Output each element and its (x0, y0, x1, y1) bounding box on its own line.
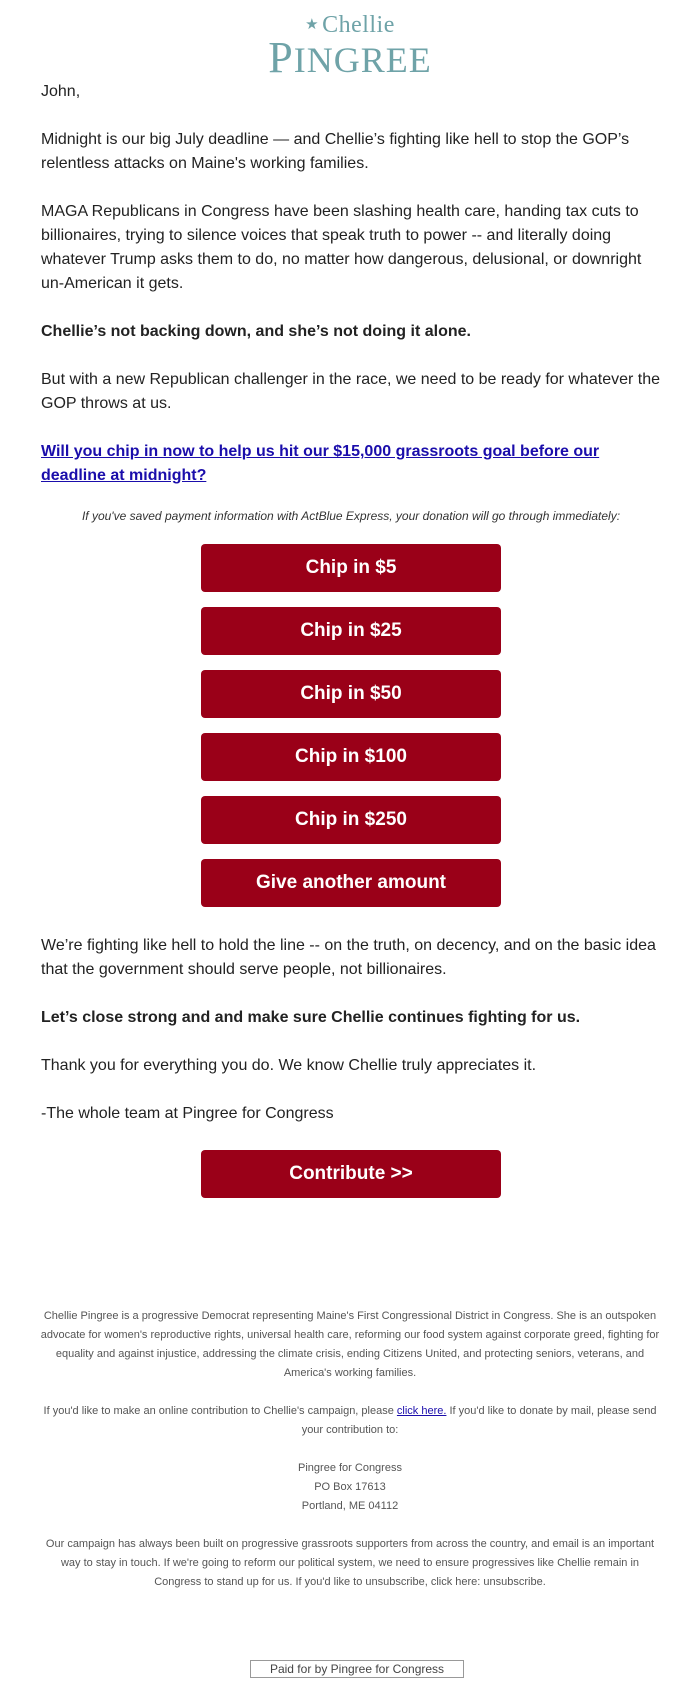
chip-in-100-button[interactable]: Chip in $100 (201, 733, 501, 781)
footer-closing: Our campaign has always been built on progressive grassroots supporters from across the country, and email is an important way to stay in touch. If we're going to reform our political system, we need to ensure progressives like Chellie remain in Congress to stand up for us. If you'd like to unsubscribe, click here: unsubscribe. (45, 1538, 655, 1588)
logo-first-name: Chellie (322, 12, 395, 38)
paragraph-close-strong: Let’s close strong and and make sure Chellie continues fighting for us. (41, 1009, 581, 1026)
logo-last-name-rest: INGREE (293, 40, 432, 80)
donation-buttons (41, 544, 661, 922)
paid-for-disclaimer: Paid for by Pingree for Congress (250, 1660, 464, 1678)
chip-in-50-button[interactable]: Chip in $50 (201, 670, 501, 718)
address-line-3: Portland, ME 04112 (301, 1500, 399, 1512)
star-icon: ★ (305, 17, 320, 33)
address-line-2: PO Box 17613 (314, 1481, 386, 1493)
paragraph-maga: MAGA Republicans in Congress have been slashing health care, handing tax cuts to billionaires, trying to silence voices that speak truth to power -- and literally doing whatever Trump asks them to do, no matter how dangerous, delusional, or downright un-American it gets. (41, 203, 642, 292)
chip-in-250-button[interactable]: Chip in $250 (201, 796, 501, 844)
email-body (41, 80, 661, 1213)
address-line-1: Pingree for Congress (298, 1462, 402, 1474)
logo-top-line (0, 12, 700, 41)
actblue-express-note: If you've saved payment information with ActBlue Express, your donation will go through immediately: (81, 509, 621, 523)
paragraph-thank-you: Thank you for everything you do. We know Chellie truly appreciates it. (41, 1057, 537, 1074)
chip-in-25-button[interactable]: Chip in $25 (201, 607, 501, 655)
footer-contrib-after: If you'd like to donate by mail, please send your contribution to: (301, 1405, 657, 1436)
logo-last-name-cap: P (268, 33, 294, 82)
footer-contribution (40, 1402, 660, 1440)
cta-paragraph (41, 440, 661, 488)
footer-about: Chellie Pingree is a progressive Democrat representing Maine's First Congressional District in Congress. She is an outspoken advocate for women's reproductive rights, universal health care, reforming our food system against corporate greed, fighting for equality and against injustice, addressing the climate crisis, ending Citizens United, and protecting seniors, veterans, and America's working families. (40, 1310, 660, 1379)
cta-link[interactable]: Will you chip in now to help us hit our $15,000 grassroots goal before our deadline at midnight? (41, 443, 600, 484)
contribute-wrap (41, 1150, 661, 1213)
footer-contrib-before: If you'd like to make an online contribution to Chellie's campaign, please (43, 1405, 397, 1417)
paragraph-fighting: We’re fighting like hell to hold the line -- on the truth, on decency, and on the basic idea that the government should serve people, not billionaires. (41, 937, 656, 978)
give-another-amount-button[interactable]: Give another amount (201, 859, 501, 907)
signoff: -The whole team at Pingree for Congress (41, 1105, 334, 1122)
footer (40, 1307, 660, 1611)
paragraph-not-backing-down: Chellie’s not backing down, and she’s not doing it alone. (41, 323, 471, 340)
logo-bottom-line (0, 33, 700, 82)
closing-section (41, 934, 661, 1126)
pingree-logo (0, 12, 700, 82)
footer-click-here-link[interactable]: click here. (396, 1405, 447, 1417)
paragraph-challenger: But with a new Republican challenger in the race, we need to be ready for whatever the GOP throws at us. (41, 371, 661, 412)
paragraph-deadline: Midnight is our big July deadline — and Chellie’s fighting like hell to stop the GOP’s relentless attacks on Maine's working families. (41, 131, 630, 172)
contribute-button[interactable]: Contribute >> (201, 1150, 501, 1198)
footer-address (40, 1459, 660, 1516)
chip-in-5-button[interactable]: Chip in $5 (201, 544, 501, 592)
greeting: John, (41, 83, 81, 100)
